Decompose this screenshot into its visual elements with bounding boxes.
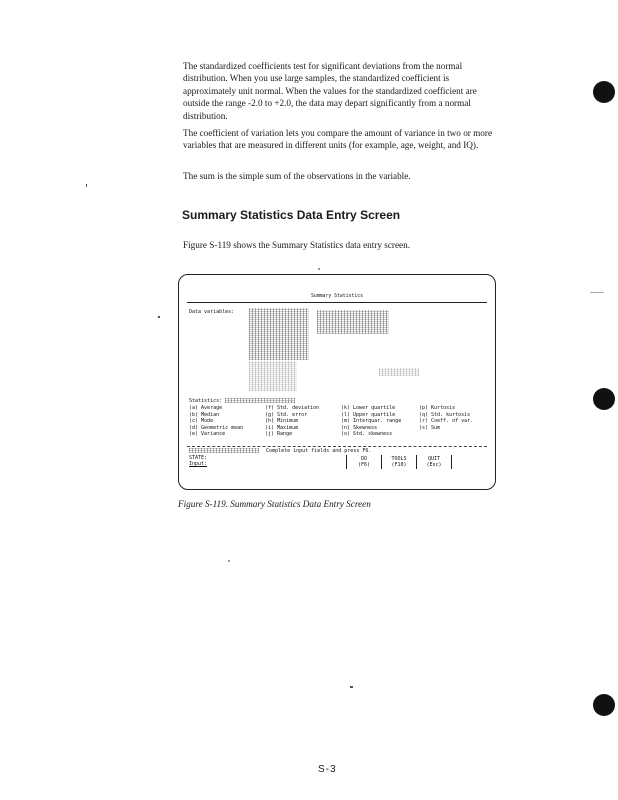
input-label[interactable]: Input: bbox=[189, 461, 208, 467]
scan-speck bbox=[158, 316, 160, 318]
page-number: S-3 bbox=[318, 764, 337, 775]
scan-speck bbox=[86, 184, 87, 187]
do-key-label: DO bbox=[360, 456, 368, 462]
tools-key[interactable] bbox=[381, 455, 416, 469]
option-geometric-mean[interactable]: (d) Geometric mean bbox=[189, 424, 244, 431]
scan-speck bbox=[318, 268, 320, 270]
option-average[interactable]: (a) Average bbox=[189, 405, 223, 411]
data-variables-column-scan-2 bbox=[379, 368, 419, 376]
option-std-error[interactable]: (g) Std. error bbox=[265, 411, 308, 418]
quit-key[interactable] bbox=[416, 455, 452, 469]
quit-key-label: QUIT bbox=[427, 456, 441, 462]
prompt-field-scan bbox=[189, 448, 259, 453]
data-variables-label: Data variables: bbox=[189, 309, 235, 315]
paragraph-coefficient-of-variation: The coefficient of variation lets you compare the amount of variance in two or more variables that are measured in different units (for example, age, weight, and IQ). bbox=[183, 128, 493, 151]
paragraph-standardized-coefficients: The standardized coefficients test for significant deviations from the normal distribution. When you use large samples, the standardized coefficient is approximately unit normal. When the values for the standardized coefficient are outside the range -2.0 to +2.0, the data may depart significantly from a normal distribution. bbox=[183, 61, 477, 121]
tools-key-label: TOOLS bbox=[391, 456, 407, 462]
option-range[interactable]: (j) Range bbox=[265, 431, 293, 438]
option-std-skewness[interactable]: (o) Std. skewness bbox=[341, 431, 393, 438]
do-key[interactable] bbox=[346, 455, 381, 469]
option-mode[interactable]: (c) Mode bbox=[189, 418, 214, 425]
statistics-codes-scan bbox=[225, 398, 295, 403]
binder-hole-top bbox=[593, 81, 615, 103]
option-lower-quartile[interactable]: (k) Lower quartile bbox=[341, 405, 396, 411]
option-skewness[interactable]: (n) Skewness bbox=[341, 424, 378, 431]
binder-hole-middle bbox=[593, 388, 615, 410]
option-minimum[interactable]: (h) Minimum bbox=[265, 418, 299, 425]
scan-speck bbox=[228, 560, 230, 562]
scan-speck bbox=[590, 292, 604, 293]
do-key-code: (F6) bbox=[357, 462, 371, 468]
paragraph-sum: The sum is the simple sum of the observations in the variable. bbox=[183, 171, 411, 181]
option-variance[interactable]: (e) Variance bbox=[189, 431, 226, 438]
quit-key-code: (Esc) bbox=[426, 462, 442, 468]
option-std-deviation[interactable]: (f) Std. deviation bbox=[265, 405, 320, 411]
binder-hole-bottom bbox=[593, 694, 615, 716]
statistics-label: Statistics: bbox=[189, 398, 223, 404]
data-variables-list-scan bbox=[249, 308, 309, 360]
screen-title-rule bbox=[187, 302, 487, 303]
option-std-kurtosis[interactable]: (q) Std. kurtosis bbox=[419, 411, 471, 418]
data-entry-screen-figure bbox=[178, 274, 496, 490]
option-median[interactable]: (b) Median bbox=[189, 411, 220, 418]
option-kurtosis[interactable]: (p) Kurtosis bbox=[419, 405, 456, 411]
option-upper-quartile[interactable]: (l) Upper quartile bbox=[341, 411, 396, 418]
scan-speck bbox=[350, 686, 353, 688]
option-maximum[interactable]: (i) Maximum bbox=[265, 424, 299, 431]
tools-key-code: (F10) bbox=[391, 462, 407, 468]
prompt-line bbox=[189, 448, 371, 455]
state-label: STATE: bbox=[189, 455, 208, 461]
statistics-selection bbox=[189, 398, 295, 405]
function-key-bar bbox=[346, 455, 452, 469]
figure-caption: Figure S-119. Summary Statistics Data Entry Screen bbox=[178, 499, 371, 509]
prompt-rule bbox=[187, 446, 487, 447]
data-variables-list-scan-2 bbox=[249, 361, 297, 391]
statistics-options-grid bbox=[189, 405, 489, 438]
section-heading: Summary Statistics Data Entry Screen bbox=[182, 208, 401, 222]
option-empty bbox=[419, 431, 489, 438]
data-variables-column-scan bbox=[317, 310, 389, 334]
option-sum[interactable]: (s) Sum bbox=[419, 424, 441, 431]
prompt-text: Complete input fields and press F6. bbox=[266, 448, 372, 454]
option-coeff-of-var[interactable]: (r) Coeff. of var. bbox=[419, 418, 474, 425]
option-interquartile-range[interactable]: (m) Interquar. range bbox=[341, 418, 402, 425]
figure-reference: Figure S-119 shows the Summary Statistics data entry screen. bbox=[183, 240, 411, 250]
screen-title: Summary Statistics bbox=[311, 294, 363, 299]
